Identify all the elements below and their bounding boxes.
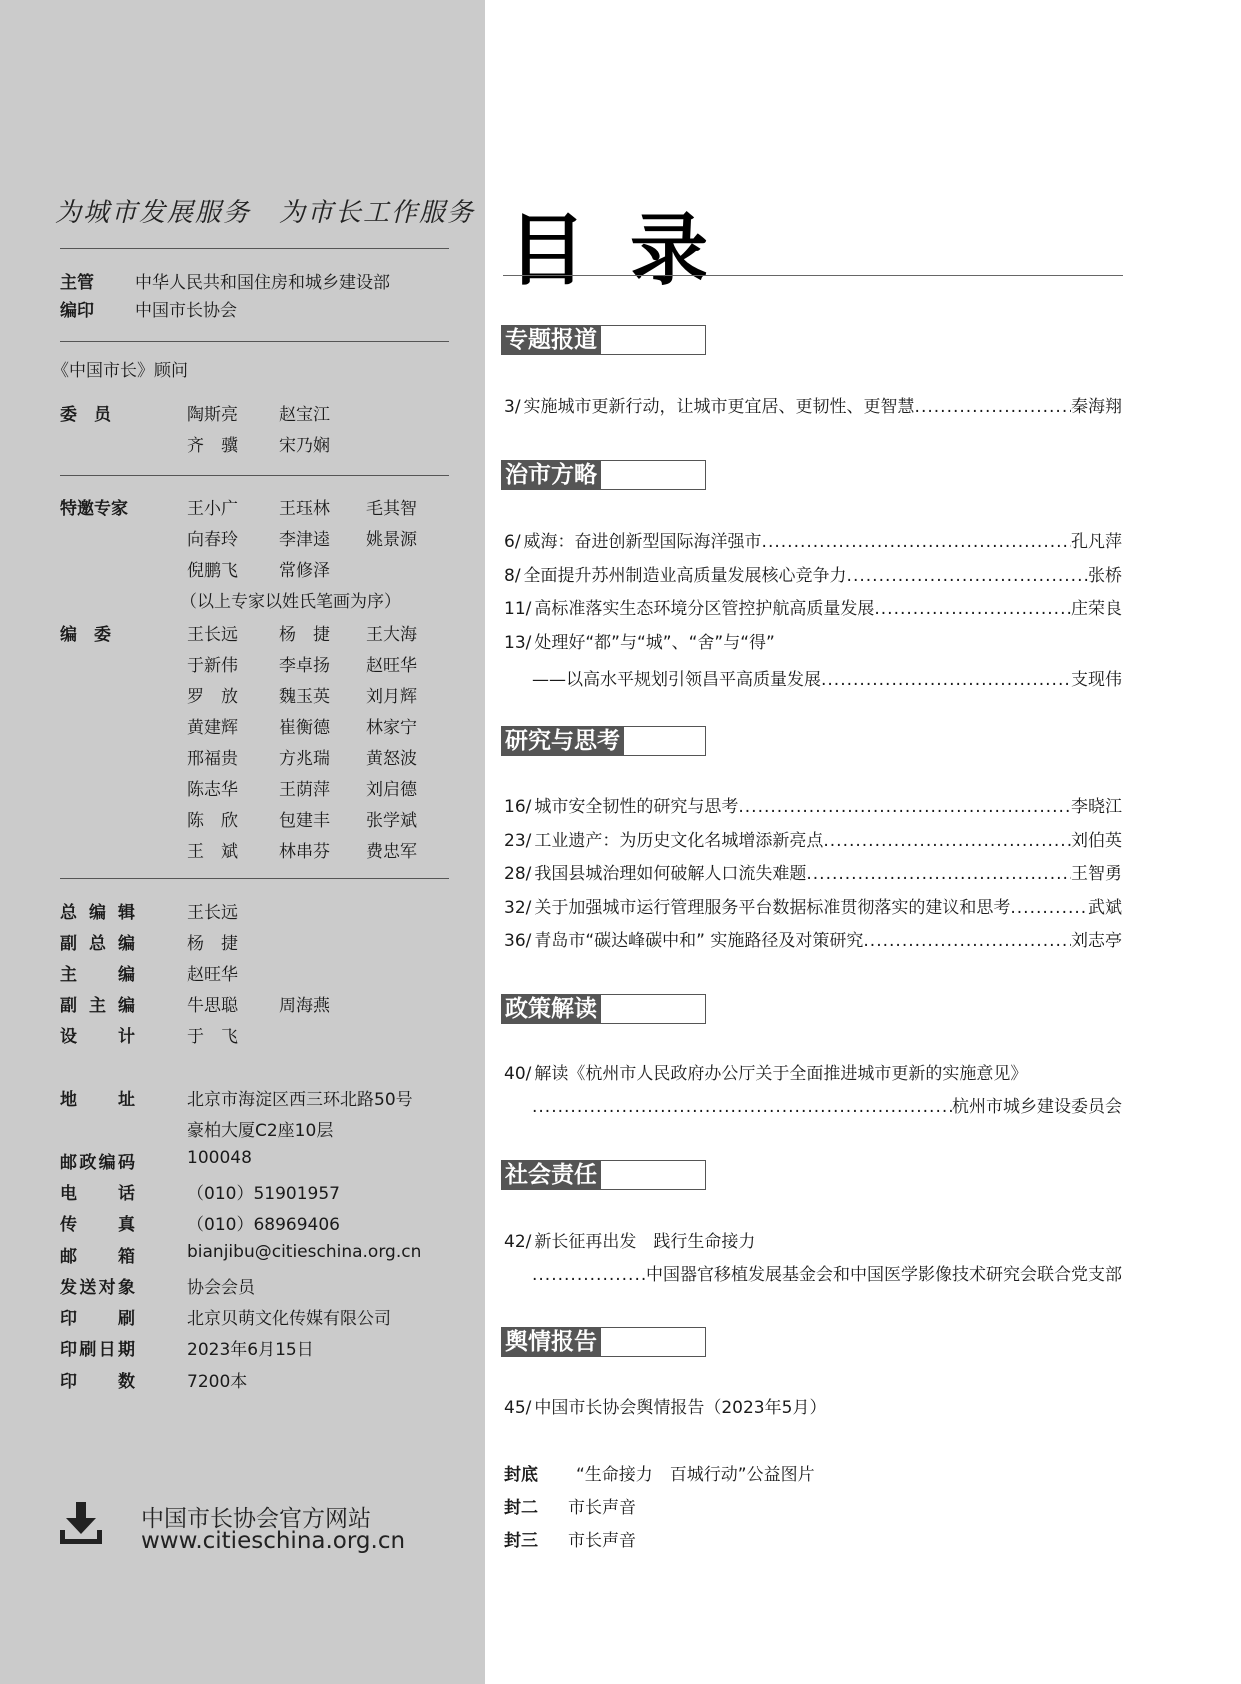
editor-name: 于新伟	[187, 656, 238, 676]
advisor-name: 赵宝江	[279, 405, 330, 425]
editor-name: 崔衡德	[279, 718, 330, 738]
cover-value: 市长声音	[568, 1498, 636, 1518]
info-value: 7200本	[187, 1371, 248, 1392]
toc-title: 工业遗产：为历史文化名城增添新亮点	[534, 830, 824, 851]
staff-value: 牛思聪	[187, 996, 238, 1016]
section-title: 舆情报告	[502, 1328, 601, 1356]
section-title: 社会责任	[502, 1161, 601, 1189]
leader-dots	[532, 1265, 646, 1285]
editor-name: 王荫萍	[279, 780, 330, 800]
toc-entry-author	[532, 1092, 1122, 1117]
toc-page: 16/	[504, 797, 532, 817]
toc-author: 刘伯英	[1071, 830, 1122, 851]
staff-label: 副 主 编	[60, 996, 135, 1016]
editor-name: 方兆瑞	[279, 749, 330, 769]
supervisor-label: 主管	[60, 273, 94, 293]
info-value: 北京市海淀区西三环北路50号	[187, 1090, 413, 1110]
toc-entry	[504, 893, 1122, 918]
toc-entry-author	[532, 1260, 1122, 1285]
editor-name: 杨 捷	[279, 625, 330, 645]
leader-dots	[915, 397, 1071, 417]
toc-entry	[504, 1227, 755, 1252]
toc-page: 3/	[504, 397, 521, 417]
staff-label: 主 编	[60, 965, 135, 985]
toc-page: 28/	[504, 864, 532, 884]
advisors-heading: 《中国市长》顾问	[52, 361, 188, 381]
section-header	[501, 460, 706, 490]
editor-name: 刘启德	[366, 780, 417, 800]
toc-page: 6/	[504, 532, 521, 552]
toc-author: 中国器官移植发展基金会和中国医学影像技术研究会联合党支部	[646, 1265, 1122, 1285]
toc-author: 秦海翔	[1071, 397, 1122, 417]
staff-label: 总 编 辑	[60, 903, 135, 923]
divider	[60, 475, 449, 476]
cover-value: “生命接力 百城行动”公益图片	[576, 1465, 815, 1485]
toc-subtitle: ——以高水平规划引领昌平高质量发展	[532, 669, 821, 690]
info-value: （010）68969406	[187, 1215, 340, 1236]
section-title: 治市方略	[502, 461, 601, 489]
staff-label: 设 计	[60, 1027, 135, 1047]
masthead-panel	[0, 0, 485, 1684]
info-value: bianjibu@citieschina.org.cn	[187, 1241, 422, 1262]
info-label: 邮 箱	[60, 1246, 135, 1267]
slogan: 为城市发展服务 为市长工作服务	[55, 198, 476, 228]
editor-name: 陈 欣	[187, 811, 238, 831]
divider	[60, 248, 449, 249]
toc-title: 全面提升苏州制造业高质量发展核心竞争力	[523, 565, 847, 586]
toc-page: 40/	[504, 1064, 532, 1084]
leader-dots	[738, 797, 1071, 817]
toc-title: 中国市长协会舆情报告（2023年5月）	[534, 1398, 827, 1418]
leader-dots	[762, 532, 1071, 552]
expert-name: 王珏林	[279, 499, 330, 519]
leader-dots	[532, 1097, 952, 1117]
staff-label: 副 总 编	[60, 934, 135, 954]
advisor-name: 宋乃娴	[279, 436, 330, 456]
editor-name: 黄建辉	[187, 718, 238, 738]
toc-page: 45/	[504, 1398, 532, 1418]
toc-title: 关于加强城市运行管理服务平台数据标准贯彻落实的建议和思考	[534, 897, 1011, 918]
editorial-label: 编 委	[60, 625, 111, 645]
experts-note: （以上专家以姓氏笔画为序）	[180, 592, 401, 612]
expert-name: 毛其智	[366, 499, 417, 519]
editor-name: 包建丰	[279, 811, 330, 831]
staff-value: 杨 捷	[187, 934, 238, 954]
toc-author: 庄荣良	[1071, 599, 1122, 619]
compiler-label: 编印	[60, 301, 94, 321]
editor-name: 黄怒波	[366, 749, 417, 769]
section-title: 政策解读	[502, 995, 601, 1023]
toc-title: 我国县城治理如何破解人口流失难题	[534, 864, 807, 884]
leader-dots	[821, 670, 1071, 690]
toc-title: 新长征再出发 践行生命接力	[534, 1232, 756, 1252]
info-label: 发 送 对 象	[60, 1277, 135, 1298]
toc-author: 刘志亭	[1071, 931, 1122, 951]
expert-name: 姚景源	[366, 530, 417, 550]
info-label: 印 数	[60, 1371, 135, 1392]
toc-title: 高标准落实生态环境分区管控护航高质量发展	[534, 599, 875, 619]
toc-author: 孔凡萍	[1071, 532, 1122, 552]
editor-name: 魏玉英	[279, 687, 330, 707]
toc-page: 32/	[504, 897, 532, 918]
toc-page: 8/	[504, 565, 521, 586]
editor-name: 林串芬	[279, 842, 330, 862]
editor-name: 邢福贵	[187, 749, 238, 769]
toc-title: 处理好“都”与“城”、“舍”与“得”	[534, 632, 775, 653]
info-value: 协会会员	[187, 1277, 255, 1298]
editor-name: 赵旺华	[366, 656, 417, 676]
editor-name: 罗 放	[187, 687, 238, 707]
expert-name: 王小广	[187, 499, 238, 519]
toc-title: 威海：奋进创新型国际海洋强市	[523, 532, 762, 552]
leader-dots	[847, 566, 1088, 586]
editor-name: 刘月辉	[366, 687, 417, 707]
toc-title: 城市安全韧性的研究与思考	[534, 797, 739, 817]
section-title: 专题报道	[502, 326, 601, 354]
toc-page: 13/	[504, 632, 532, 653]
staff-value: 于 飞	[187, 1027, 238, 1047]
section-header	[501, 325, 706, 355]
toc-author: 支现伟	[1071, 669, 1122, 690]
section-title: 研究与思考	[502, 727, 624, 755]
toc-page: 11/	[504, 599, 532, 619]
info-label: 地 址	[60, 1090, 135, 1110]
advisor-name: 陶斯亮	[187, 405, 238, 425]
cover-label: 封三	[504, 1531, 538, 1551]
leader-dots	[863, 931, 1071, 951]
leader-dots	[806, 864, 1071, 884]
divider	[60, 341, 449, 342]
section-header	[501, 726, 706, 756]
toc-title: 实施城市更新行动，让城市更宜居、更韧性、更智慧	[523, 397, 915, 417]
website-url[interactable]: www.citieschina.org.cn	[141, 1528, 406, 1554]
expert-name: 倪鹏飞	[187, 561, 238, 581]
toc-entry	[504, 926, 1122, 951]
info-value: 北京贝萌文化传媒有限公司	[187, 1309, 391, 1330]
section-header	[501, 994, 706, 1024]
toc-title: 解读《杭州市人民政府办公厅关于全面推进城市更新的实施意见》	[534, 1064, 1028, 1084]
toc-author: 张桥	[1088, 565, 1122, 586]
toc-entry	[504, 792, 1122, 817]
staff-value: 周海燕	[279, 996, 330, 1016]
experts-label: 特邀专家	[60, 499, 128, 519]
info-value: 豪柏大厦C2座10层	[187, 1121, 334, 1142]
info-label: 邮 政 编 码	[60, 1152, 135, 1173]
supervisor-value: 中华人民共和国住房和城乡建设部	[135, 273, 390, 293]
cover-label: 封二	[504, 1498, 538, 1518]
editor-name: 李卓扬	[279, 656, 330, 676]
toc-author: 王智勇	[1071, 864, 1122, 884]
leader-dots	[1010, 898, 1088, 918]
toc-page: 23/	[504, 830, 532, 851]
compiler-value: 中国市长协会	[135, 301, 237, 321]
toc-title: 目录	[508, 206, 753, 296]
expert-name: 常修泽	[279, 561, 330, 581]
toc-entry	[504, 392, 1122, 417]
editor-name: 张学斌	[366, 811, 417, 831]
toc-entry	[504, 527, 1122, 552]
editor-name: 陈志华	[187, 780, 238, 800]
website-name: 中国市长协会官方网站	[141, 1506, 371, 1532]
toc-entry	[504, 826, 1122, 851]
section-header	[501, 1327, 706, 1357]
divider	[60, 878, 449, 879]
info-label: 传 真	[60, 1215, 135, 1236]
toc-title: 青岛市“碳达峰碳中和” 实施路径及对策研究	[534, 931, 864, 951]
section-header	[501, 1160, 706, 1190]
toc-entry	[504, 628, 775, 653]
info-value: （010）51901957	[187, 1183, 340, 1204]
toc-author: 武斌	[1088, 897, 1122, 918]
toc-author: 李晓江	[1071, 797, 1122, 817]
toc-entry	[504, 1393, 826, 1418]
toc-entry-subtitle	[532, 665, 1122, 690]
editor-name: 王 斌	[187, 842, 238, 862]
editor-name: 林家宁	[366, 718, 417, 738]
staff-value: 赵旺华	[187, 965, 238, 985]
advisor-name: 齐 骥	[187, 436, 238, 456]
leader-dots	[874, 599, 1071, 619]
toc-entry	[504, 561, 1122, 586]
expert-name: 李津逵	[279, 530, 330, 550]
download-icon[interactable]	[58, 1500, 104, 1546]
info-value: 100048	[187, 1147, 252, 1168]
toc-entry	[504, 859, 1122, 884]
info-label: 印 刷	[60, 1309, 135, 1330]
toc-author: 杭州市城乡建设委员会	[952, 1097, 1122, 1117]
cover-label: 封底	[504, 1465, 538, 1485]
editor-name: 费忠军	[366, 842, 417, 862]
title-rule	[503, 275, 1123, 276]
info-value: 2023年6月15日	[187, 1340, 314, 1361]
staff-value: 王长远	[187, 903, 238, 923]
expert-name: 向春玲	[187, 530, 238, 550]
info-label: 印 刷 日 期	[60, 1340, 135, 1361]
members-label: 委 员	[60, 405, 111, 425]
toc-entry	[504, 594, 1122, 619]
editor-name: 王长远	[187, 625, 238, 645]
toc-page: 36/	[504, 931, 532, 951]
editor-name: 王大海	[366, 625, 417, 645]
info-label: 电 话	[60, 1183, 135, 1204]
toc-entry	[504, 1059, 1027, 1084]
toc-page: 42/	[504, 1232, 532, 1252]
cover-value: 市长声音	[568, 1531, 636, 1551]
leader-dots	[823, 831, 1071, 851]
